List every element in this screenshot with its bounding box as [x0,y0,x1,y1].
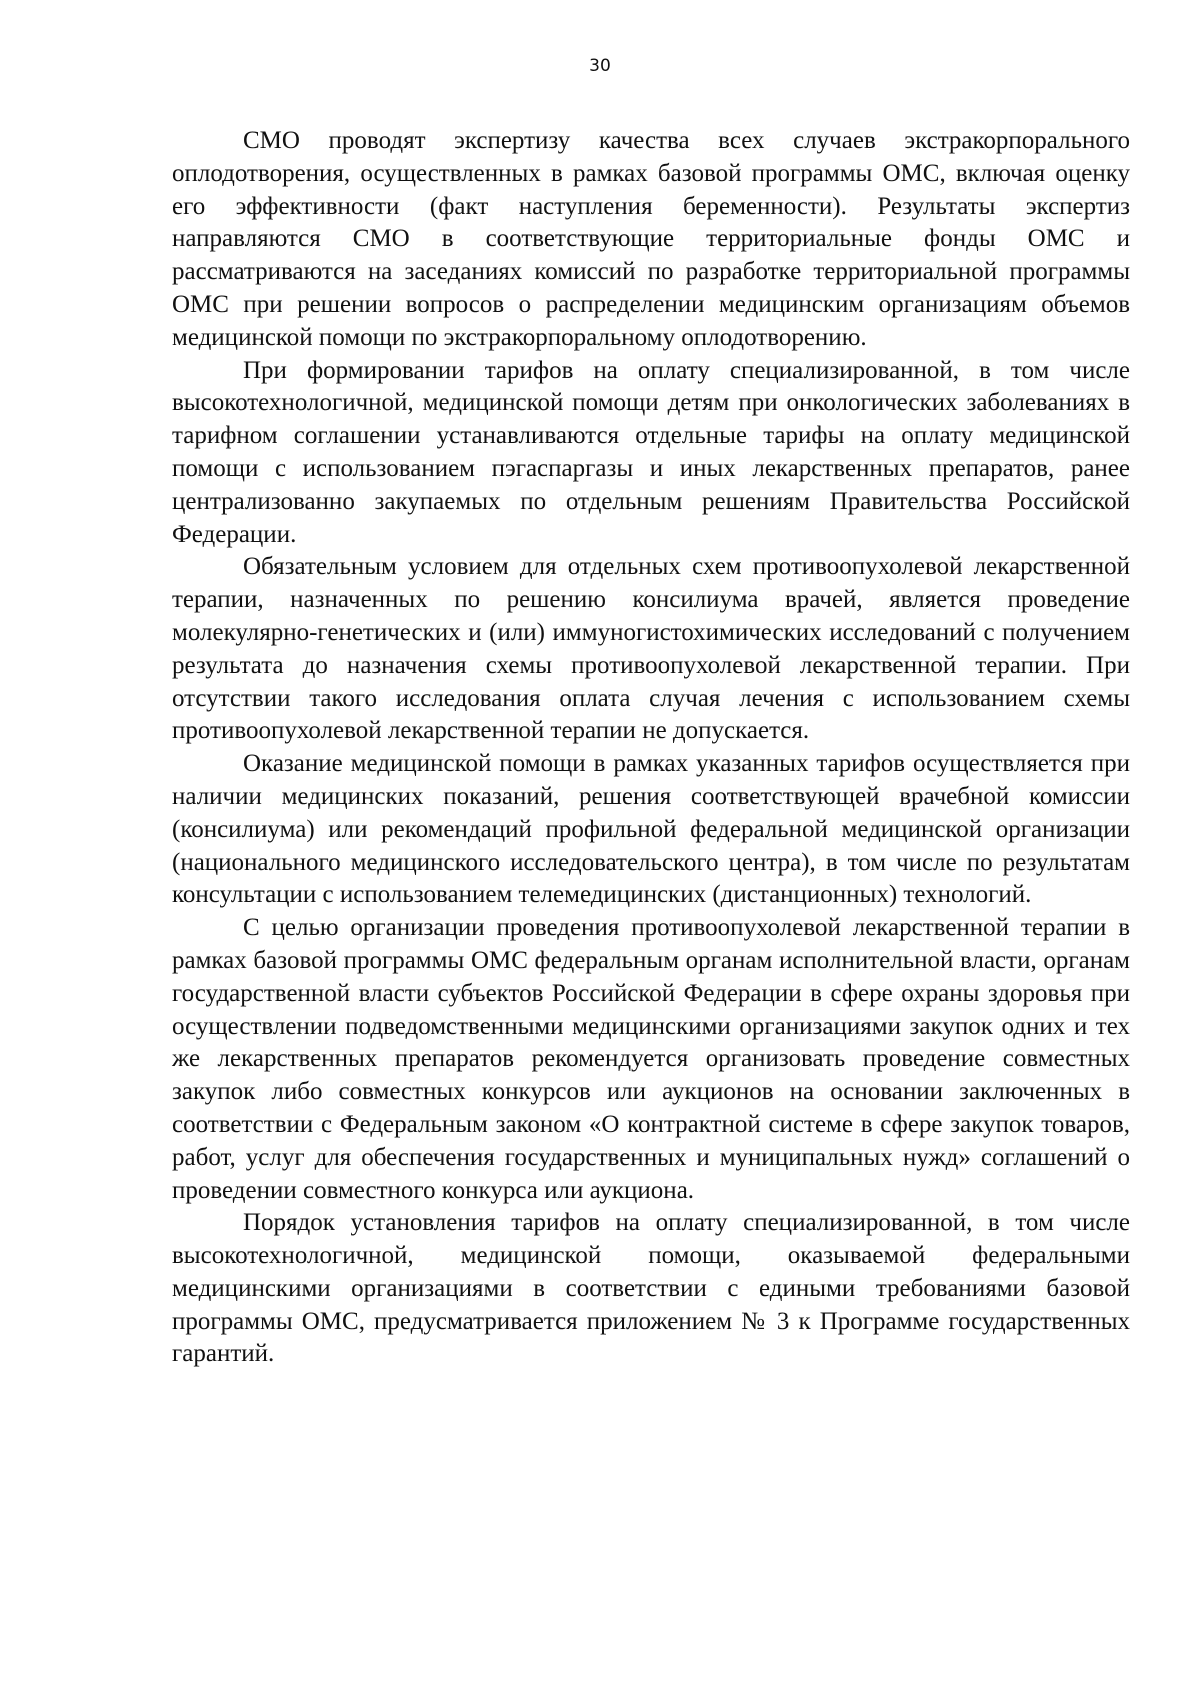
paragraph-tariff-procedure: Порядок установления тарифов на оплату специализированной, в том числе высокотехнологичной, медицинской помощи, оказываемой федеральными медицинскими организациями в соответствии с едиными требованиями базовой программы ОМС, предусматривается приложением № 3 к Программе государственных гарантий. [172,1209,1130,1368]
paragraph-mandatory-testing-condition: Обязательным условием для отдельных схем противоопухолевой лекарственной терапии, назначенных по решению консилиума врачей, является проведение молекулярно-генетических и (или) иммуногистохимических исследований с получением результата до назначения схемы противоопухолевой лекарственной терапии. При отсутствии такого исследования оплата случая лечения с использованием схемы противоопухолевой лекарственной терапии не допускается. [172,553,1130,745]
paragraph-joint-procurement: С целью организации проведения противоопухолевой лекарственной терапии в рамках базовой программы ОМС федеральным органам исполнительной власти, органам государственной власти субъектов Российской Федерации в сфере охраны здоровья при осуществлении подведомственными медицинскими организациями закупок одних и тех же лекарственных препаратов рекомендуется организовать проведение совместных закупок либо совместных конкурсов или аукционов на основании заключенных в соответствии с Федеральным законом «О контрактной системе в сфере закупок товаров, работ, услуг для обеспечения государственных и муниципальных нужд» соглашений о проведении совместного конкурса или аукциона. [172,914,1130,1204]
document-body [172,125,1130,1371]
paragraph-care-provision-conditions: Оказание медицинской помощи в рамках указанных тарифов осуществляется при наличии медицинских показаний, решения соответствующей врачебной комиссии (консилиума) или рекомендаций профильной федеральной медицинской организации (национального медицинского исследовательского центра), в том числе по результатам консультации с использованием телемедицинских (дистанционных) технологий. [172,750,1130,909]
page-number: 30 [589,56,611,76]
paragraph-smo-expertise: СМО проводят экспертизу качества всех случаев экстракорпорального оплодотворения, осуществленных в рамках базовой программы ОМС, включая оценку его эффективности (факт наступления беременности). Результаты экспертиз направляются СМО в соответствующие территориальные фонды ОМС и рассматриваются на заседаниях комиссий по разработке территориальной программы ОМС при решении вопросов о распределении медицинским организациям объемов медицинской помощи по экстракорпоральному оплодотворению. [172,127,1130,351]
paragraph-pediatric-oncology-tariffs: При формировании тарифов на оплату специализированной, в том числе высокотехнологичной, медицинской помощи детям при онкологических заболеваниях в тарифном соглашении устанавливаются отдельные тарифы на оплату медицинской помощи с использованием пэгаспаргазы и иных лекарственных препаратов, ранее централизованно закупаемых по отдельным решениям Правительства Российской Федерации. [172,356,1130,548]
